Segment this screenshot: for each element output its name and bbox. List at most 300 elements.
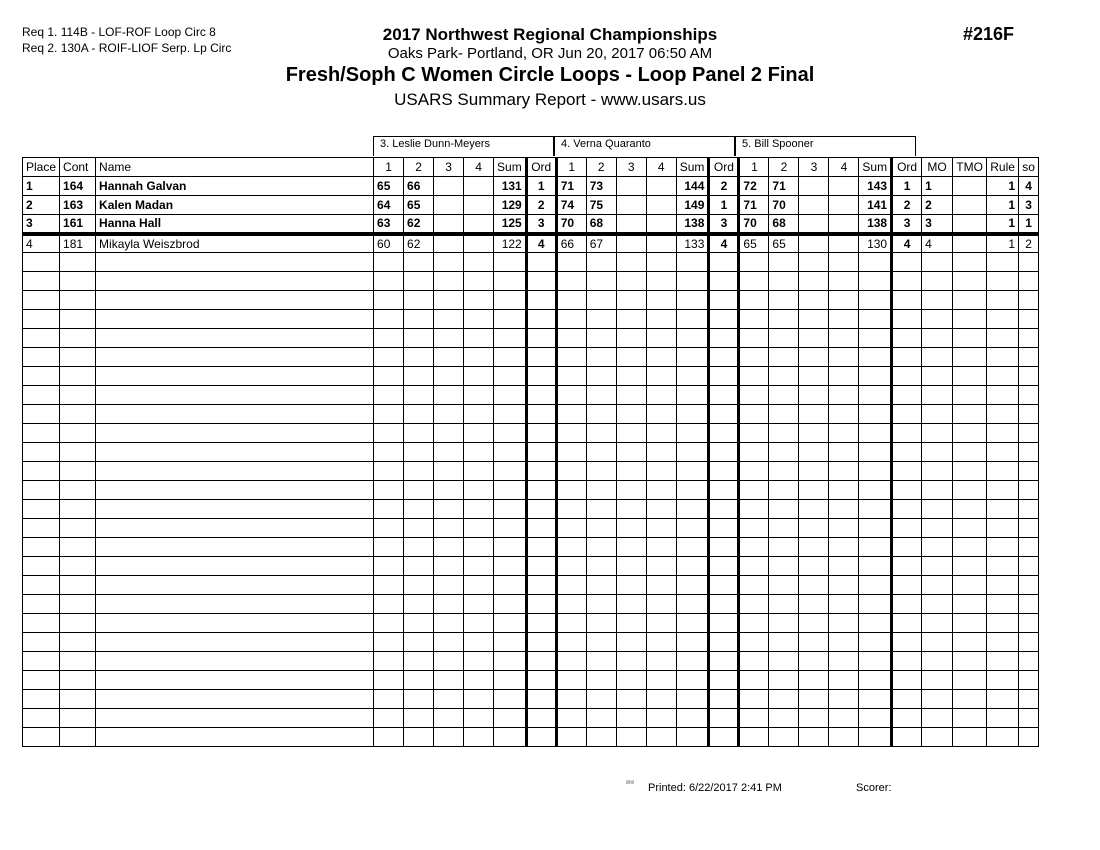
- so-cell: [1019, 367, 1039, 386]
- empty-row: [23, 443, 1039, 462]
- judge-4-ord-cell: [709, 386, 739, 405]
- judge-3-sum-cell: [494, 405, 527, 424]
- j5-ord-header: Ord: [892, 158, 922, 177]
- judge-4-score-cell: [616, 595, 646, 614]
- j4-score-2-header: 2: [586, 158, 616, 177]
- empty-row: [23, 709, 1039, 728]
- rule-cell: [987, 728, 1019, 747]
- tmo-cell: [953, 633, 987, 652]
- judge-4-ord-cell: [709, 709, 739, 728]
- judge-4-score-cell: [586, 386, 616, 405]
- judge-3-score-cell: 63: [374, 215, 404, 234]
- judge-4-score-cell: [646, 253, 676, 272]
- rule-cell: [987, 405, 1019, 424]
- judge-4-score-cell: [646, 462, 676, 481]
- judge-3-ord-cell: [526, 310, 556, 329]
- judge-3-sum-cell: 131: [494, 177, 527, 196]
- cont-cell: [60, 348, 96, 367]
- mo-cell: [922, 519, 953, 538]
- judge-3-score-cell: [464, 348, 494, 367]
- judge-3-score-cell: [374, 272, 404, 291]
- judge-4-ord-cell: [709, 519, 739, 538]
- judge-5-score-cell: [769, 728, 799, 747]
- judge-4-score-cell: [586, 614, 616, 633]
- summary-report-label: USARS Summary Report - www.usars.us: [394, 90, 706, 109]
- judge-5-ord-cell: [892, 519, 922, 538]
- judge-3-score-cell: [434, 367, 464, 386]
- judge-4-score-cell: [556, 253, 586, 272]
- judge-3-score-cell: [464, 728, 494, 747]
- requirement-1: Req 1. 114B - LOF-ROF Loop Circ 8: [22, 25, 216, 39]
- name-cell: [96, 728, 374, 747]
- judge-4-score-cell: [586, 519, 616, 538]
- judge-3-header: 3. Leslie Dunn-Meyers: [373, 136, 554, 156]
- name-cell: [96, 481, 374, 500]
- judge-5-sum-cell: [859, 652, 892, 671]
- judge-5-ord-cell: [892, 310, 922, 329]
- judge-5-score-cell: [829, 443, 859, 462]
- judge-3-ord-cell: [526, 367, 556, 386]
- judge-3-score-cell: [374, 329, 404, 348]
- judge-5-score-cell: [769, 576, 799, 595]
- place-cell: [23, 500, 60, 519]
- judge-5-ord-cell: [892, 348, 922, 367]
- judge-3-score-cell: [374, 310, 404, 329]
- judge-3-score-cell: [374, 576, 404, 595]
- mo-cell: [922, 462, 953, 481]
- judge-5-sum-cell: [859, 595, 892, 614]
- cont-cell: [60, 519, 96, 538]
- j4-sum-header: Sum: [676, 158, 709, 177]
- judge-3-score-cell: [434, 234, 464, 253]
- name-cell: [96, 310, 374, 329]
- judge-3-score-cell: [374, 557, 404, 576]
- name-cell: [96, 557, 374, 576]
- judge-4-score-cell: [586, 690, 616, 709]
- judge-5-score-cell: [799, 557, 829, 576]
- judge-3-sum-cell: [494, 576, 527, 595]
- mo-cell: [922, 253, 953, 272]
- judge-3-score-cell: [404, 443, 434, 462]
- judge-3-score-cell: [404, 462, 434, 481]
- rule-cell: [987, 614, 1019, 633]
- place-cell: 3: [23, 215, 60, 234]
- judge-5-score-cell: [769, 424, 799, 443]
- place-cell: [23, 481, 60, 500]
- judge-3-sum-cell: [494, 671, 527, 690]
- cont-cell: [60, 728, 96, 747]
- judge-3-score-cell: [464, 291, 494, 310]
- so-cell: [1019, 329, 1039, 348]
- judge-4-sum-cell: [676, 386, 709, 405]
- judge-3-sum-cell: 125: [494, 215, 527, 234]
- judge-5-score-cell: [769, 595, 799, 614]
- judge-4-ord-cell: [709, 538, 739, 557]
- judge-5-score-cell: [799, 728, 829, 747]
- judge-4-score-cell: [556, 576, 586, 595]
- judge-4-score-cell: [616, 690, 646, 709]
- judge-3-ord-cell: [526, 424, 556, 443]
- cont-cell: [60, 291, 96, 310]
- judge-5-sum-cell: [859, 462, 892, 481]
- judge-3-ord-cell: [526, 652, 556, 671]
- judge-5-score-cell: [769, 405, 799, 424]
- judge-3-score-cell: [434, 690, 464, 709]
- tmo-cell: [953, 538, 987, 557]
- cont-cell: [60, 386, 96, 405]
- empty-row: [23, 538, 1039, 557]
- judge-5-sum-cell: [859, 272, 892, 291]
- judge-5-score-cell: [799, 253, 829, 272]
- judge-4-score-cell: 68: [586, 215, 616, 234]
- mo-cell: [922, 500, 953, 519]
- tmo-cell: [953, 405, 987, 424]
- judge-5-score-cell: 72: [739, 177, 769, 196]
- rule-cell: [987, 348, 1019, 367]
- judge-5-score-cell: [829, 519, 859, 538]
- rule-cell: 1: [987, 177, 1019, 196]
- judge-5-ord-cell: [892, 671, 922, 690]
- judge-5-score-cell: [829, 405, 859, 424]
- cont-cell: 163: [60, 196, 96, 215]
- judge-4-ord-cell: [709, 595, 739, 614]
- empty-row: [23, 557, 1039, 576]
- tmo-cell: [953, 310, 987, 329]
- empty-row: [23, 405, 1039, 424]
- judge-3-score-cell: [374, 367, 404, 386]
- judge-5-ord-cell: [892, 424, 922, 443]
- judge-5-score-cell: [829, 253, 859, 272]
- empty-row: [23, 690, 1039, 709]
- judge-3-score-cell: [404, 481, 434, 500]
- judge-5-score-cell: [829, 310, 859, 329]
- place-cell: [23, 367, 60, 386]
- judge-3-score-cell: [434, 519, 464, 538]
- judge-4-sum-cell: [676, 576, 709, 595]
- judge-4-sum-cell: [676, 519, 709, 538]
- judge-5-sum-cell: [859, 538, 892, 557]
- judge-5-score-cell: [799, 671, 829, 690]
- judge-5-ord-cell: [892, 690, 922, 709]
- judge-5-ord-cell: [892, 386, 922, 405]
- tmo-cell: [953, 500, 987, 519]
- judge-5-score-cell: [769, 652, 799, 671]
- empty-row: [23, 367, 1039, 386]
- judge-4-score-cell: [616, 519, 646, 538]
- name-cell: [96, 462, 374, 481]
- judge-3-ord-cell: [526, 709, 556, 728]
- judge-4-score-cell: [556, 652, 586, 671]
- judge-3-score-cell: [404, 386, 434, 405]
- rule-cell: [987, 462, 1019, 481]
- judge-3-score-cell: [374, 462, 404, 481]
- judge-3-sum-cell: [494, 481, 527, 500]
- judge-5-score-cell: [769, 291, 799, 310]
- column-header-row: [23, 158, 1039, 177]
- judge-3-score-cell: [374, 253, 404, 272]
- place-cell: [23, 443, 60, 462]
- judge-3-sum-cell: 129: [494, 196, 527, 215]
- judge-3-score-cell: [404, 310, 434, 329]
- j3-score-1-header: 1: [374, 158, 404, 177]
- name-cell: Hanna Hall: [96, 215, 374, 234]
- judge-3-score-cell: [434, 481, 464, 500]
- judge-3-score-cell: 66: [404, 177, 434, 196]
- place-cell: [23, 671, 60, 690]
- judge-4-ord-cell: [709, 576, 739, 595]
- judge-3-ord-cell: [526, 614, 556, 633]
- judge-5-ord-cell: [892, 367, 922, 386]
- judge-4-score-cell: [616, 462, 646, 481]
- judge-5-score-cell: [739, 576, 769, 595]
- judge-4-ord-cell: [709, 291, 739, 310]
- place-header: Place: [23, 158, 60, 177]
- so-cell: [1019, 462, 1039, 481]
- empty-row: [23, 348, 1039, 367]
- judge-4-score-cell: [556, 424, 586, 443]
- judge-3-score-cell: [404, 272, 434, 291]
- judge-4-ord-cell: [709, 462, 739, 481]
- judge-5-score-cell: [769, 633, 799, 652]
- mo-cell: [922, 576, 953, 595]
- judge-4-score-cell: [616, 424, 646, 443]
- tmo-cell: [953, 386, 987, 405]
- judge-5-score-cell: [739, 443, 769, 462]
- judge-5-score-cell: [799, 500, 829, 519]
- so-cell: [1019, 652, 1039, 671]
- judge-4-score-cell: [586, 405, 616, 424]
- judge-4-ord-cell: [709, 424, 739, 443]
- mo-cell: [922, 709, 953, 728]
- judge-3-sum-cell: [494, 253, 527, 272]
- name-cell: [96, 709, 374, 728]
- judge-4-score-cell: [556, 500, 586, 519]
- judge-3-score-cell: [434, 443, 464, 462]
- judge-3-score-cell: [434, 177, 464, 196]
- judge-4-score-cell: [646, 443, 676, 462]
- judge-5-ord-cell: [892, 329, 922, 348]
- judge-4-sum-cell: 149: [676, 196, 709, 215]
- so-cell: 4: [1019, 177, 1039, 196]
- rule-cell: [987, 652, 1019, 671]
- judge-5-score-cell: [799, 481, 829, 500]
- judge-5-score-cell: [799, 329, 829, 348]
- judge-3-ord-cell: [526, 405, 556, 424]
- rule-cell: [987, 633, 1019, 652]
- judge-5-score-cell: [829, 367, 859, 386]
- place-cell: [23, 519, 60, 538]
- mo-cell: 3: [922, 215, 953, 234]
- judge-4-sum-cell: [676, 652, 709, 671]
- tmo-cell: [953, 652, 987, 671]
- name-cell: [96, 576, 374, 595]
- judge-4-score-cell: [556, 386, 586, 405]
- judge-3-score-cell: [404, 367, 434, 386]
- so-cell: [1019, 728, 1039, 747]
- judge-3-score-cell: [464, 500, 494, 519]
- j5-score-4-header: 4: [829, 158, 859, 177]
- judge-4-sum-cell: [676, 557, 709, 576]
- judge-3-score-cell: [464, 576, 494, 595]
- judge-3-ord-cell: [526, 291, 556, 310]
- cont-cell: 161: [60, 215, 96, 234]
- judge-5-score-cell: [799, 424, 829, 443]
- j5-score-1-header: 1: [739, 158, 769, 177]
- judge-3-score-cell: [374, 519, 404, 538]
- judge-4-score-cell: [616, 348, 646, 367]
- judge-3-score-cell: [464, 614, 494, 633]
- empty-row: [23, 595, 1039, 614]
- judge-5-score-cell: [769, 614, 799, 633]
- judge-4-score-cell: [646, 614, 676, 633]
- judge-4-sum-cell: [676, 728, 709, 747]
- judge-3-sum-cell: [494, 386, 527, 405]
- tmo-cell: [953, 614, 987, 633]
- judge-3-ord-cell: [526, 557, 556, 576]
- judge-4-score-cell: [586, 671, 616, 690]
- judge-3-ord-cell: 3: [526, 215, 556, 234]
- place-cell: [23, 595, 60, 614]
- empty-row: [23, 519, 1039, 538]
- judge-5-ord-cell: 1: [892, 177, 922, 196]
- judge-4-ord-cell: [709, 728, 739, 747]
- cont-cell: [60, 443, 96, 462]
- judge-5-sum-cell: [859, 690, 892, 709]
- judge-4-sum-cell: [676, 462, 709, 481]
- judge-3-score-cell: [464, 329, 494, 348]
- judge-5-score-cell: [829, 671, 859, 690]
- mo-header: MO: [922, 158, 953, 177]
- judge-3-score-cell: [374, 443, 404, 462]
- judge-3-sum-cell: [494, 519, 527, 538]
- judge-3-score-cell: [434, 500, 464, 519]
- requirement-2: Req 2. 130A - ROIF-LIOF Serp. Lp Circ: [22, 41, 232, 55]
- so-cell: [1019, 500, 1039, 519]
- judge-5-sum-cell: [859, 481, 892, 500]
- judge-4-score-cell: [586, 329, 616, 348]
- judge-4-score-cell: [646, 633, 676, 652]
- judge-5-score-cell: [739, 500, 769, 519]
- judge-3-score-cell: [404, 348, 434, 367]
- judge-5-ord-cell: [892, 614, 922, 633]
- judge-4-score-cell: [556, 291, 586, 310]
- judge-4-ord-cell: [709, 500, 739, 519]
- judge-3-score-cell: [464, 196, 494, 215]
- empty-row: [23, 424, 1039, 443]
- judge-5-score-cell: [769, 538, 799, 557]
- judge-5-score-cell: [739, 253, 769, 272]
- judge-3-score-cell: [434, 557, 464, 576]
- judge-5-score-cell: [739, 614, 769, 633]
- judge-5-score-cell: [769, 272, 799, 291]
- judge-4-score-cell: [556, 519, 586, 538]
- j4-score-3-header: 3: [616, 158, 646, 177]
- judge-4-score-cell: [556, 728, 586, 747]
- judge-5-score-cell: [769, 386, 799, 405]
- location-date: Oaks Park- Portland, OR Jun 20, 2017 06:50 AM: [387, 45, 713, 62]
- judge-5-score-cell: [799, 196, 829, 215]
- judge-4-score-cell: [556, 405, 586, 424]
- rule-cell: [987, 595, 1019, 614]
- judge-3-score-cell: [434, 310, 464, 329]
- judge-4-score-cell: [586, 500, 616, 519]
- judge-3-score-cell: [404, 595, 434, 614]
- judge-5-score-cell: [739, 595, 769, 614]
- judge-4-score-cell: 67: [586, 234, 616, 253]
- judge-3-score-cell: [464, 481, 494, 500]
- judge-4-score-cell: [646, 519, 676, 538]
- judge-3-sum-cell: [494, 633, 527, 652]
- judge-3-score-cell: [464, 367, 494, 386]
- place-cell: [23, 291, 60, 310]
- judge-3-score-cell: [404, 500, 434, 519]
- judge-4-score-cell: [646, 367, 676, 386]
- judge-3-score-cell: [404, 690, 434, 709]
- name-cell: [96, 614, 374, 633]
- rule-header: Rule: [987, 158, 1019, 177]
- judge-3-score-cell: [434, 614, 464, 633]
- judge-5-score-cell: [769, 253, 799, 272]
- judge-4-ord-cell: 1: [709, 196, 739, 215]
- tmo-cell: [953, 462, 987, 481]
- mo-cell: [922, 538, 953, 557]
- judge-5-score-cell: [799, 633, 829, 652]
- judge-4-score-cell: [646, 234, 676, 253]
- judge-5-score-cell: [829, 633, 859, 652]
- place-cell: [23, 709, 60, 728]
- judge-3-ord-cell: 4: [526, 234, 556, 253]
- j4-ord-header: Ord: [709, 158, 739, 177]
- judge-4-score-cell: [646, 595, 676, 614]
- judge-4-score-cell: [556, 595, 586, 614]
- name-cell: [96, 519, 374, 538]
- so-cell: [1019, 481, 1039, 500]
- judge-4-score-cell: [616, 500, 646, 519]
- judge-5-score-cell: [829, 424, 859, 443]
- judge-3-ord-cell: [526, 690, 556, 709]
- judge-4-score-cell: [616, 576, 646, 595]
- judge-5-ord-cell: 2: [892, 196, 922, 215]
- tmo-cell: [953, 424, 987, 443]
- judge-3-score-cell: [404, 519, 434, 538]
- judge-5-score-cell: [739, 671, 769, 690]
- judge-5-score-cell: [799, 234, 829, 253]
- championship-title: 2017 Northwest Regional Championships: [382, 25, 718, 44]
- judge-5-score-cell: [739, 519, 769, 538]
- judge-3-sum-cell: [494, 500, 527, 519]
- judge-3-score-cell: [464, 462, 494, 481]
- place-cell: [23, 386, 60, 405]
- judge-5-score-cell: [739, 633, 769, 652]
- judge-3-ord-cell: [526, 481, 556, 500]
- judge-3-score-cell: 64: [374, 196, 404, 215]
- judge-4-score-cell: [616, 367, 646, 386]
- judge-4-score-cell: [616, 215, 646, 234]
- judge-4-score-cell: [556, 633, 586, 652]
- j3-ord-header: Ord: [526, 158, 556, 177]
- place-cell: [23, 310, 60, 329]
- cont-cell: [60, 671, 96, 690]
- judge-5-score-cell: [739, 709, 769, 728]
- judge-5-ord-cell: [892, 576, 922, 595]
- judge-4-ord-cell: [709, 310, 739, 329]
- judge-5-score-cell: [829, 215, 859, 234]
- rule-cell: [987, 576, 1019, 595]
- judge-5-sum-cell: 138: [859, 215, 892, 234]
- judge-3-ord-cell: [526, 500, 556, 519]
- cont-cell: [60, 633, 96, 652]
- judge-4-sum-cell: [676, 538, 709, 557]
